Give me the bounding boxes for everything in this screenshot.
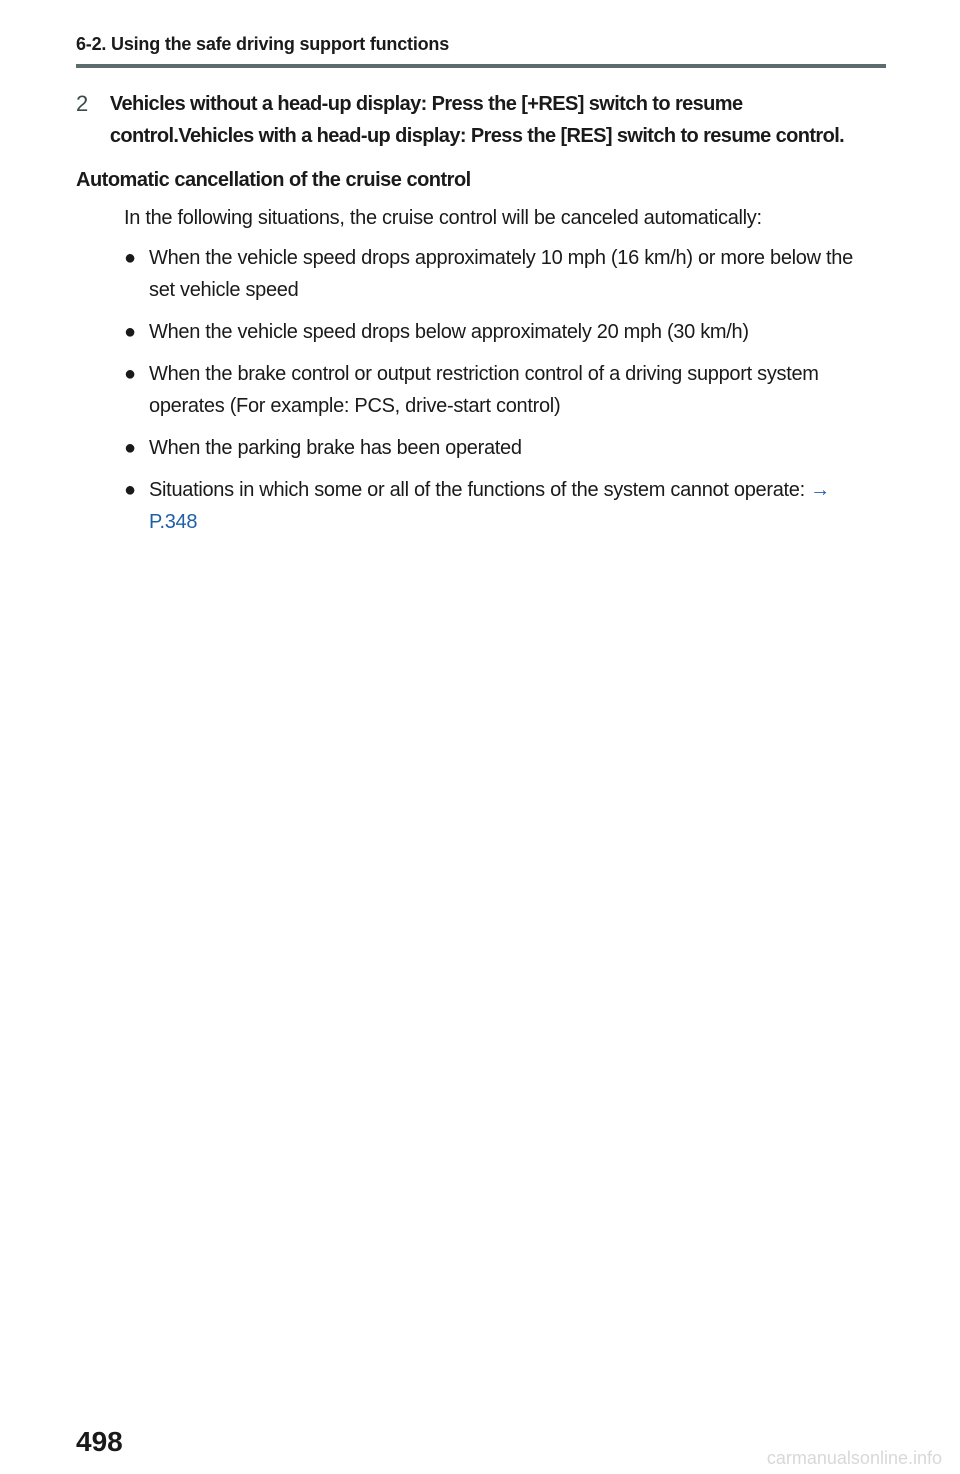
- list-item: [124, 474, 876, 538]
- list-item: [124, 316, 876, 348]
- section-heading: Automatic cancellation of the cruise control: [76, 169, 471, 191]
- list-item-text: [149, 474, 869, 538]
- procedure-step: [76, 88, 876, 152]
- list-item-text: When the brake control or output restriction control of a driving support system operates (For example: PCS, drive-start control): [149, 363, 819, 417]
- page-reference-link[interactable]: → P.348: [149, 479, 830, 533]
- bullet-icon: ●: [124, 321, 137, 343]
- page-content: [76, 88, 876, 548]
- list-item-label: Situations in which some or all of the functions of the system cannot operate:: [149, 479, 805, 501]
- bullet-icon: ●: [124, 247, 137, 269]
- bullet-icon: ●: [124, 479, 137, 501]
- step-instruction: Vehicles without a head-up display: Press the [+RES] switch to resume control.Vehicles with a head-up display: Press the [RES] switch to resume control.: [109, 93, 845, 147]
- step-number: 2: [76, 91, 89, 116]
- section-breadcrumb: 6-2. Using the safe driving support functions: [76, 34, 450, 54]
- watermark: carmanualsonline.info: [766, 1448, 942, 1468]
- list-item: [124, 432, 876, 464]
- cancellation-conditions-list: [124, 242, 876, 538]
- section-intro: In the following situations, the cruise control will be canceled automatically:: [124, 207, 762, 229]
- list-item: [124, 358, 876, 422]
- list-item: [124, 242, 876, 306]
- list-item-text: When the vehicle speed drops below approximately 20 mph (30 km/h): [149, 321, 749, 343]
- page-header: [76, 30, 886, 58]
- list-item-text: When the parking brake has been operated: [149, 437, 522, 459]
- list-item-text: When the vehicle speed drops approximately 10 mph (16 km/h) or more below the set vehicle speed: [149, 247, 853, 301]
- header-divider: [76, 64, 886, 68]
- bullet-icon: ●: [124, 363, 137, 385]
- bullet-icon: ●: [124, 437, 137, 459]
- page-number: 498: [76, 1426, 123, 1457]
